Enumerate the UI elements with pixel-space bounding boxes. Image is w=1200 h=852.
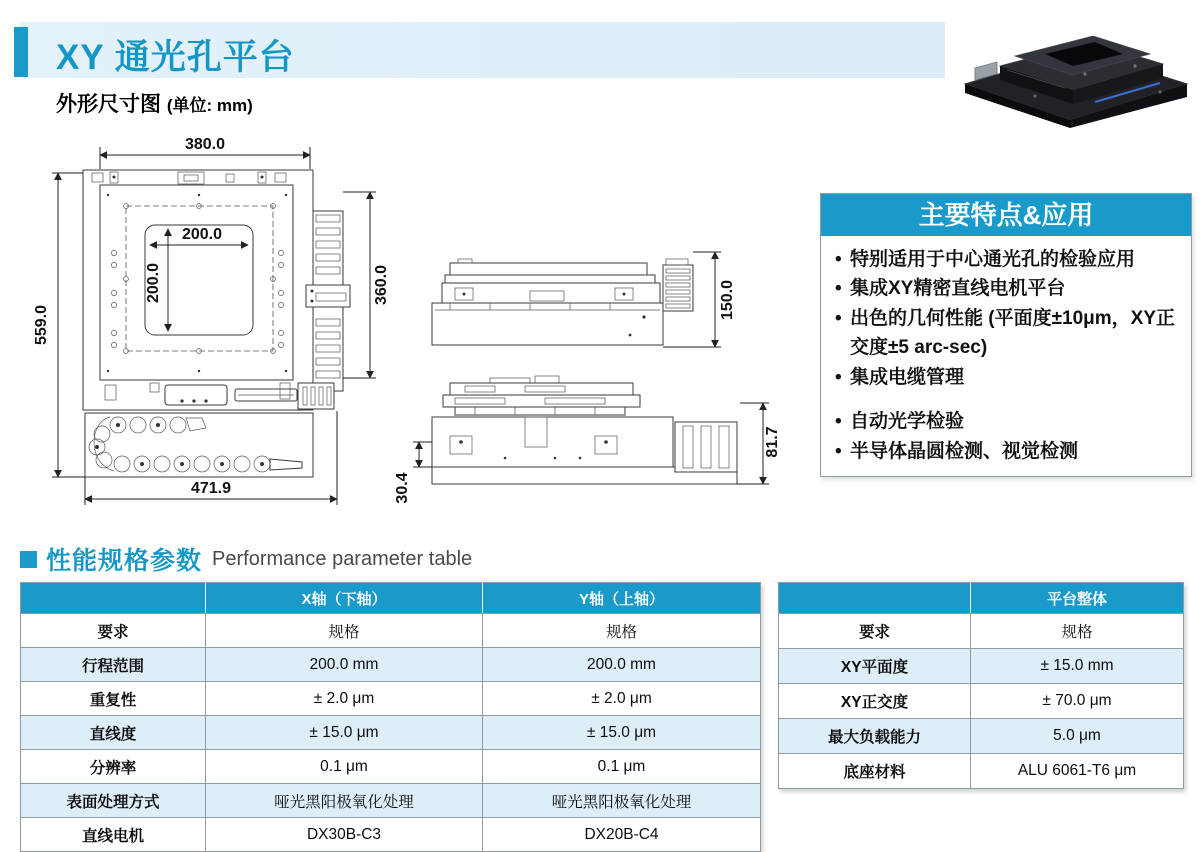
cable-chain-housing — [85, 413, 313, 477]
feature-item: • 出色的几何性能 (平面度±10μm，XY正交度±5 arc-sec) — [829, 304, 1183, 363]
table-header-cell — [21, 583, 206, 614]
table-row — [21, 682, 761, 716]
table-cell: 5.0 μm — [971, 719, 1184, 754]
dimension-label: 200.0 — [145, 262, 162, 304]
table-cell: 哑光黑阳极氧化处理 — [483, 784, 761, 818]
features-header: 主要特点&应用 — [821, 194, 1191, 236]
table-cell: ± 2.0 μm — [483, 682, 761, 716]
dimension-label: 30.4 — [394, 472, 411, 504]
motor-block — [663, 259, 693, 311]
performance-section-header — [20, 541, 472, 577]
table-cell: 表面处理方式 — [21, 784, 206, 818]
platform-spec-table — [778, 582, 1184, 789]
section-title-zh: 性能规格参数 — [46, 547, 203, 575]
features-list — [829, 245, 1183, 392]
drawing-subtitle — [56, 88, 253, 118]
dim-top-width — [100, 136, 310, 169]
table-cell: DX20B-C4 — [483, 818, 761, 852]
feature-item: • 特别适用于中心通光孔的检验应用 — [829, 245, 1183, 274]
table-cell: ± 70.0 μm — [971, 684, 1184, 719]
table-cell: XY正交度 — [779, 684, 971, 719]
table-header-cell: Y轴（上轴） — [483, 583, 761, 614]
table-row — [21, 750, 761, 784]
table-cell: 哑光黑阳极氧化处理 — [206, 784, 483, 818]
table-cell: 0.1 μm — [206, 750, 483, 784]
subtitle-unit: (单位: mm) — [166, 96, 253, 115]
table-cell: 直线度 — [21, 716, 206, 750]
page-title: XY 通光孔平台 — [56, 38, 295, 77]
table-cell: 规格 — [206, 614, 483, 648]
table-row — [21, 648, 761, 682]
top-view-drawing — [30, 133, 415, 518]
application-item: • 自动光学检验 — [829, 407, 1183, 436]
features-box — [820, 193, 1192, 477]
table-row — [21, 614, 761, 648]
table-cell: ± 15.0 μm — [483, 716, 761, 750]
table-cell: 行程范围 — [21, 648, 206, 682]
dimension-label: 559.0 — [33, 304, 50, 346]
dimension-label: 200.0 — [181, 226, 223, 243]
table-cell: 分辨率 — [21, 750, 206, 784]
table-row — [779, 614, 1184, 649]
dim-base-height — [394, 442, 432, 504]
subtitle-text: 外形尺寸图 — [56, 93, 161, 116]
dim-left-height — [33, 173, 85, 477]
table-cell: 要求 — [21, 614, 206, 648]
table-cell: 0.1 μm — [483, 750, 761, 784]
table-cell: 重复性 — [21, 682, 206, 716]
table-header-cell: 平台整体 — [971, 583, 1184, 614]
feature-item: • 集成XY精密直线电机平台 — [829, 274, 1183, 303]
table-header-cell — [779, 583, 971, 614]
title-accent-bar — [14, 27, 28, 77]
table-row — [779, 754, 1184, 789]
table-cell: XY平面度 — [779, 649, 971, 684]
cable-chain-block — [675, 422, 737, 472]
dimension-label: 150.0 — [719, 279, 736, 321]
table-header-row — [21, 583, 761, 614]
table-row — [779, 684, 1184, 719]
table-cell: ALU 6061-T6 μm — [971, 754, 1184, 789]
side-view-lower-drawing — [395, 376, 780, 516]
table-cell: 200.0 mm — [206, 648, 483, 682]
dimension-label: 471.9 — [190, 480, 232, 497]
table-row — [779, 649, 1184, 684]
table-header-cell: X轴（下轴） — [206, 583, 483, 614]
product-photo-render — [945, 4, 1197, 130]
table-cell: 规格 — [971, 614, 1184, 649]
application-item: • 半导体晶圆检测、视觉检测 — [829, 437, 1183, 466]
table-row — [779, 719, 1184, 754]
table-row — [21, 716, 761, 750]
table-cell: ± 15.0 μm — [206, 716, 483, 750]
table-cell: 200.0 mm — [483, 648, 761, 682]
section-square-icon — [20, 551, 37, 568]
product-photo — [945, 4, 1197, 130]
right-motor-column — [306, 211, 350, 391]
table-header-row — [779, 583, 1184, 614]
table-cell: ± 2.0 μm — [206, 682, 483, 716]
table-cell: 直线电机 — [21, 818, 206, 852]
section-title-en: Performance parameter table — [212, 547, 473, 570]
table-cell: 规格 — [483, 614, 761, 648]
dimension-label: 81.7 — [764, 426, 781, 458]
dim-stage-height — [737, 403, 781, 484]
side-view-upper-drawing — [430, 243, 775, 378]
table-cell: ± 15.0 mm — [971, 649, 1184, 684]
table-cell: DX30B-C3 — [206, 818, 483, 852]
dimension-label: 360.0 — [373, 264, 390, 306]
table-cell: 最大负载能力 — [779, 719, 971, 754]
table-row — [21, 818, 761, 852]
table-cell: 要求 — [779, 614, 971, 649]
axis-spec-table — [20, 582, 761, 852]
dimension-label: 380.0 — [184, 136, 226, 153]
table-cell: 底座材料 — [779, 754, 971, 789]
feature-item: • 集成电缆管理 — [829, 363, 1183, 392]
table-row — [21, 784, 761, 818]
applications-list — [829, 407, 1183, 466]
